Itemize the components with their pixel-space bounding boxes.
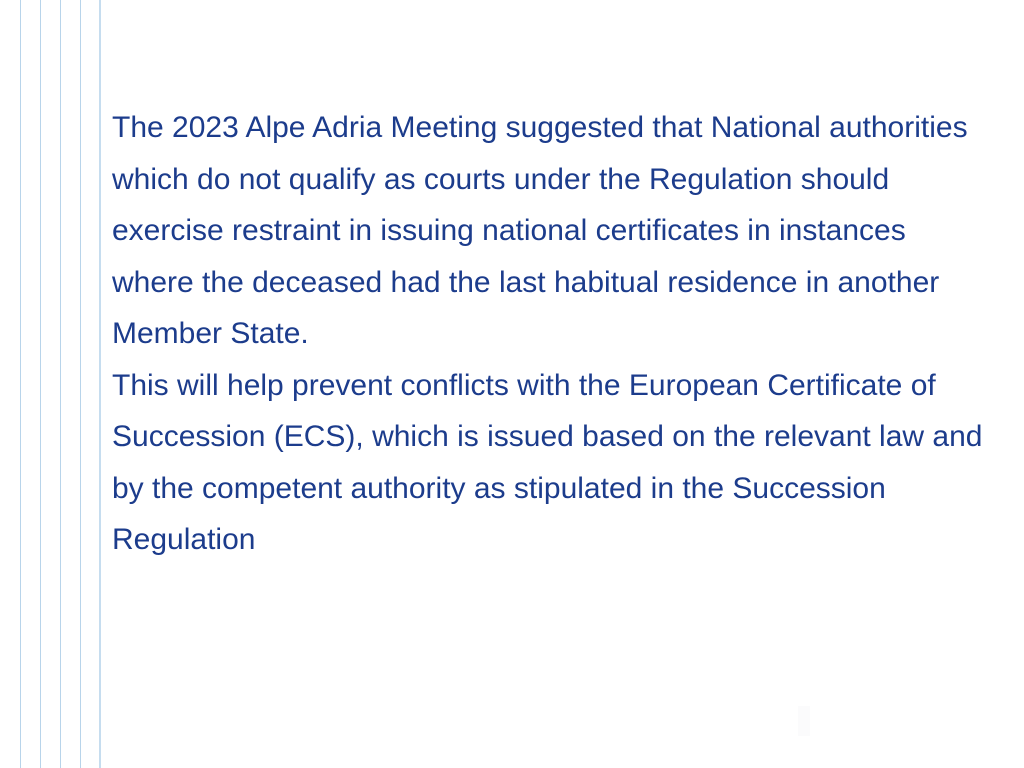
decorative-vertical-line xyxy=(20,0,21,768)
slide-body xyxy=(112,102,992,566)
decorative-vertical-line xyxy=(40,0,41,768)
paragraph-alpe-adria: The 2023 Alpe Adria Meeting suggested that National authorities which do not qualify as courts under the Regulation should exercise restraint in issuing national certificates in instances where the deceased had the last habitual residence in another Member State. xyxy=(112,111,968,350)
faint-page-marker xyxy=(798,706,810,736)
decorative-vertical-line xyxy=(60,0,61,768)
decorative-vertical-line xyxy=(80,0,81,768)
decorative-vertical-line xyxy=(99,0,101,768)
paragraph-ecs: This will help prevent conflicts with the European Certificate of Succession (ECS), which is issued based on the relevant law and by the competent authority as stipulated in the Succession Regulation xyxy=(112,368,983,556)
